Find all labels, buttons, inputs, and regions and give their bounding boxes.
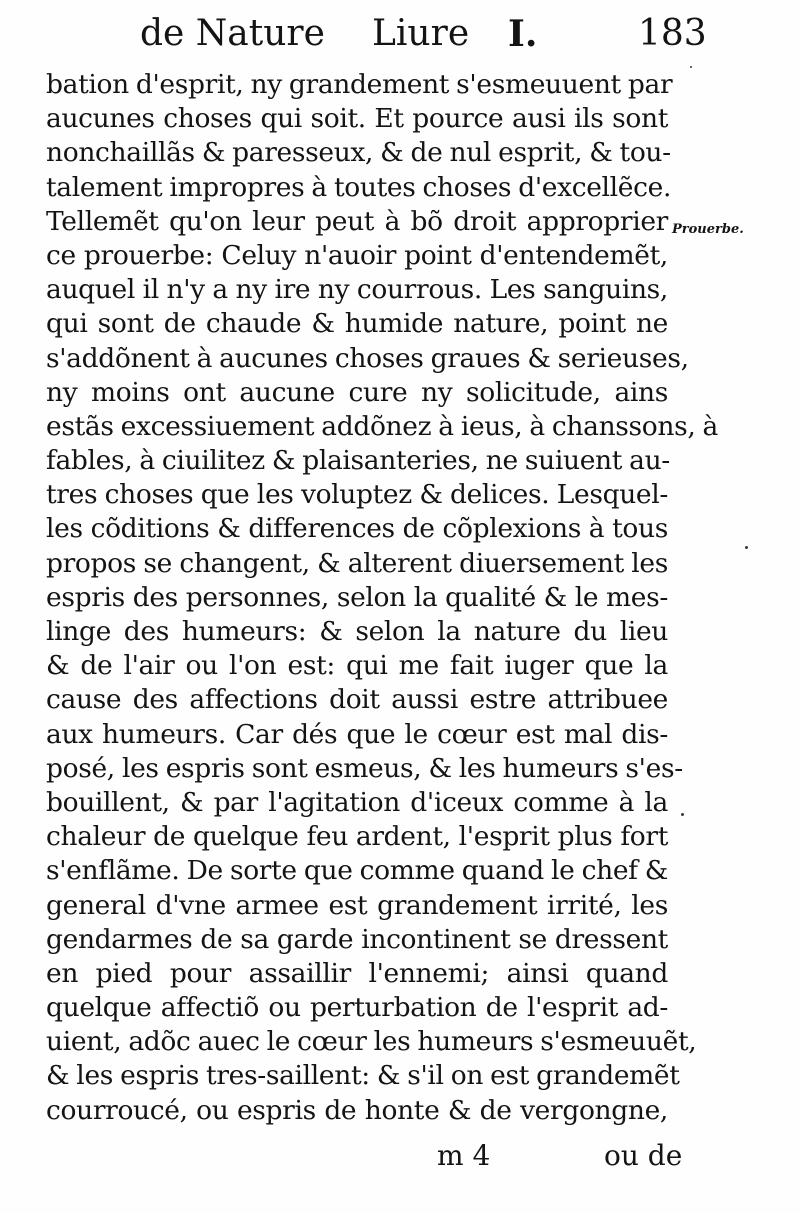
text-line: s'enflãme. De sorte que comme quand le chef & [46, 855, 668, 887]
text-line: bation d'esprit, ny grandement s'esmeuuent par [46, 69, 673, 100]
text-line: propos se changent, & alterent diuersement les [46, 547, 668, 579]
ink-speck [745, 546, 748, 549]
page-footer [0, 1136, 800, 1176]
text-line: tres choses que les voluptez & delices. Lesquel- [46, 479, 668, 511]
text-line: posé, les espris sont esmeus, & les humeurs s'es- [46, 752, 683, 784]
text-line: gendarmes de sa garde incontinent se dressent [46, 923, 668, 955]
text-line: aucunes choses qui soit. Et pource ausi ils sont [46, 103, 668, 135]
text-line: courroucé, ou espris de honte & de vergongne, [46, 1094, 668, 1126]
text-line: espris des personnes, selon la qualité & le mes- [46, 581, 668, 613]
text-line: linge des humeurs: & selon la nature du lieu [46, 616, 668, 647]
text-line: ce prouerbe: Celuy n'auoir point d'entendemẽt, [46, 239, 668, 271]
text-line: en pied pour assaillir l'ennemi; ainsi quand [46, 957, 668, 989]
text-line: les cõditions & differences de cõplexions à tous [46, 513, 668, 545]
text-line: general d'vne armee est grandement irrité, les [46, 889, 668, 921]
running-head [140, 6, 707, 62]
catchword: ou de [604, 1139, 683, 1172]
book-number: I. [508, 13, 538, 55]
body-text [46, 68, 718, 1128]
text-line: Tellemẽt qu'on leur peut à bõ droit approprier [46, 205, 668, 237]
text-line: aux humeurs. Car dés que le cœur est mal dis- [46, 718, 668, 750]
ink-speck [690, 66, 692, 68]
text-line: & les espris tres-saillent: & s'il on est grandemẽt [46, 1060, 680, 1092]
text-line: qui sont de chaude & humide nature, point ne [46, 308, 668, 340]
text-line: fables, à ciuilitez & plaisanteries, ne suiuent au- [46, 445, 670, 477]
text-line: bouillent, & par l'agitation d'iceux comme à la [46, 786, 668, 818]
text-line: s'addõnent à aucunes choses graues & serieuses, [46, 342, 689, 374]
text-line: & de l'air ou l'on est: qui me fait iuger que la [46, 650, 668, 682]
page-number: 183 [638, 13, 707, 54]
text-line: chaleur de quelque feu ardent, l'esprit plus fort [46, 821, 668, 853]
text-line: auquel il n'y a ny ire ny courrous. Les sanguins, [46, 274, 668, 306]
marginal-note: Prouerbe. [672, 222, 744, 237]
text-line: talement impropres à toutes choses d'excellẽce. [46, 171, 672, 203]
text-line: uient, adõc auec le cœur les humeurs s'esmeuuẽt, [46, 1026, 697, 1058]
text-line: cause des affections doit aussi estre attribuee [46, 684, 668, 716]
text-line: ny moins ont aucune cure ny solicitude, ains [46, 376, 668, 408]
running-title-book-label: Liure [372, 13, 470, 54]
text-line: nonchaillãs & paresseux, & de nul esprit, & tou- [46, 137, 671, 169]
ink-speck [681, 813, 684, 816]
text-line: quelque affectiõ ou perturbation de l'esprit ad- [46, 992, 668, 1024]
signature-mark: m 4 [437, 1139, 491, 1172]
running-title: de Nature [140, 13, 325, 54]
text-line: estãs excessiuement addõnez à ieus, à chanssons, à [46, 410, 718, 442]
